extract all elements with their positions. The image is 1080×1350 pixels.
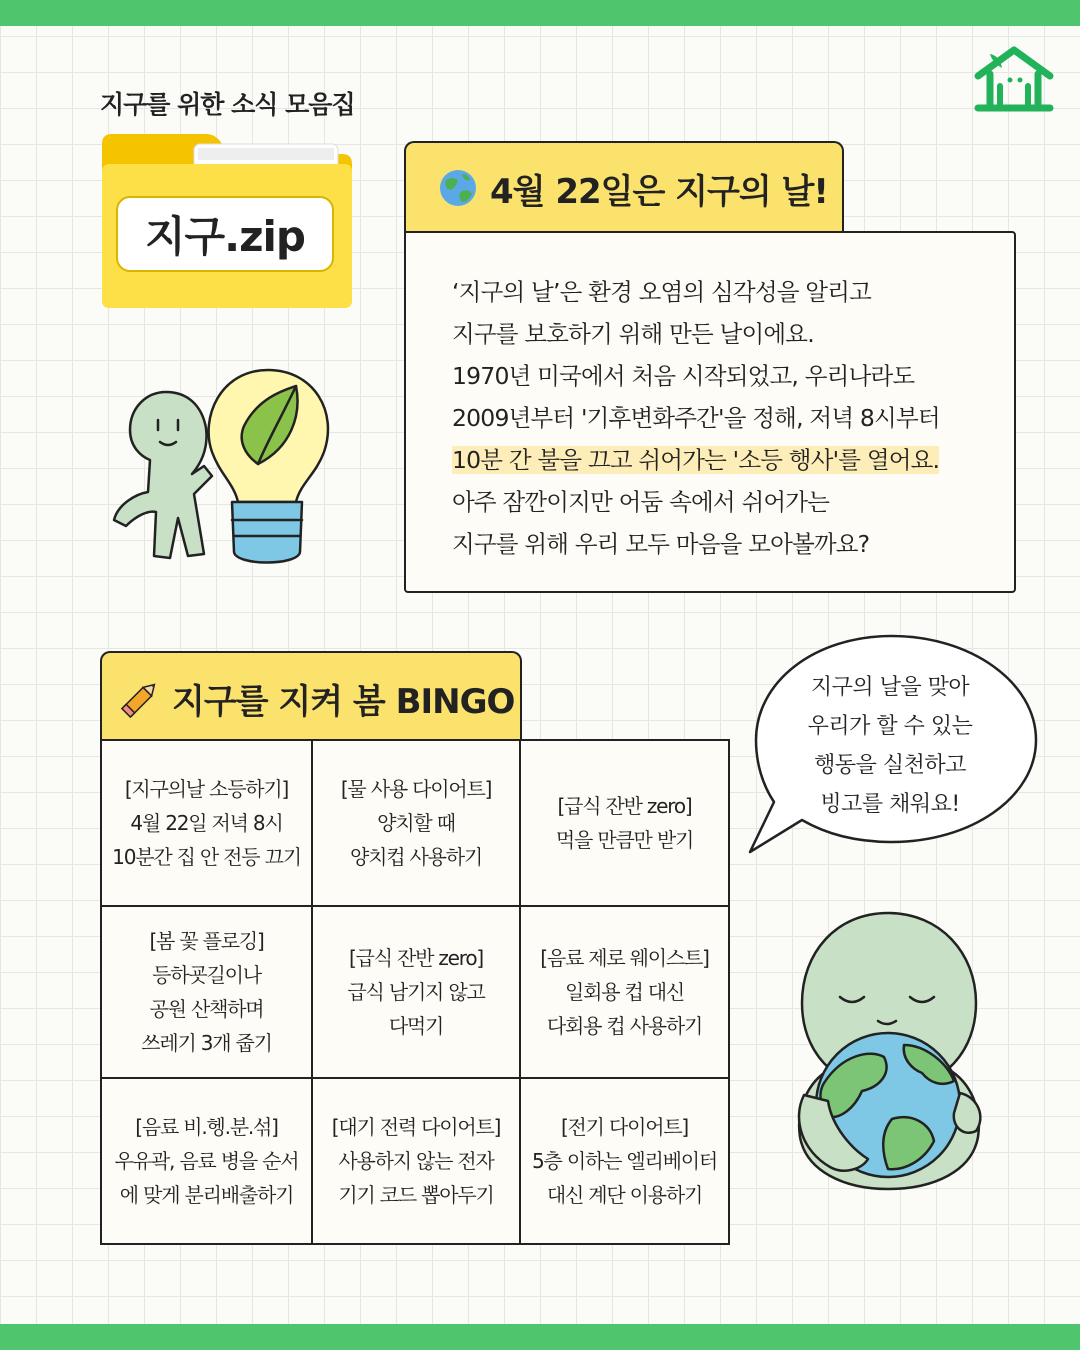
bingo-cell-title: [음료 비.헹.분.섞] bbox=[135, 1115, 278, 1139]
bingo-cell-line: 사용하지 않는 전자 bbox=[338, 1149, 494, 1173]
bingo-cell-line: 급식 남기지 않고 bbox=[347, 980, 485, 1004]
bingo-cell[interactable] bbox=[102, 907, 313, 1079]
bubble-line: 지구의 날을 맞아 bbox=[810, 675, 970, 700]
bottom-green-bar bbox=[0, 1324, 1080, 1350]
bingo-cell-line: 쓰레기 3개 줍기 bbox=[141, 1031, 272, 1055]
paragraph-line: 아주 잠깐이지만 어둠 속에서 쉬어가는 bbox=[452, 488, 830, 516]
bingo-cell-title: [물 사용 다이어트] bbox=[340, 777, 492, 801]
paragraph-line: 2009년부터 '기후변화주간'을 정해, 저녁 8시부터 bbox=[452, 404, 940, 432]
bingo-cell-line: 기기 코드 뽑아두기 bbox=[338, 1183, 494, 1207]
bingo-cell-line: 공원 산책하며 bbox=[149, 997, 264, 1021]
lightbulb-leaf-icon bbox=[108, 360, 348, 580]
bingo-tab bbox=[100, 651, 522, 743]
bingo-cell[interactable] bbox=[313, 907, 521, 1079]
paragraph-line: 지구를 위해 우리 모두 마음을 모아볼까요? bbox=[452, 530, 870, 558]
bingo-cell-title: [전기 다이어트] bbox=[560, 1115, 689, 1139]
bubble-line: 행동을 실천하고 bbox=[814, 753, 966, 778]
paragraph-line: 지구를 보호하기 위해 만든 날이에요. bbox=[452, 320, 814, 348]
paragraph-line-highlighted bbox=[452, 439, 940, 481]
bingo-cell[interactable] bbox=[521, 907, 728, 1079]
bingo-cell-line: 4월 22일 저녁 8시 bbox=[130, 811, 283, 835]
highlighted-text: 10분 간 불을 끄고 쉬어가는 '소등 행사'를 열어요. bbox=[452, 446, 940, 474]
bingo-cell-line: 5층 이하는 엘리베이터 bbox=[532, 1149, 717, 1173]
bubble-line: 빙고를 채워요! bbox=[820, 792, 960, 817]
bingo-title: 지구를 지켜 봄 BINGO bbox=[172, 681, 515, 722]
bingo-cell-title: [봄 꽃 플로깅] bbox=[149, 929, 264, 953]
earth-icon bbox=[784, 905, 994, 1195]
top-green-bar bbox=[0, 0, 1080, 26]
paragraph-line: ‘지구의 날’은 환경 오염의 심각성을 알리고 bbox=[452, 278, 872, 306]
bingo-cell-line: 에 맞게 분리배출하기 bbox=[119, 1183, 294, 1207]
bingo-cell-line: 먹을 만큼만 받기 bbox=[555, 828, 694, 852]
bingo-cell-line: 일회용 컵 대신 bbox=[564, 980, 685, 1004]
bingo-cell-line: 우유곽, 음료 병을 순서 bbox=[114, 1149, 299, 1173]
bingo-cell[interactable] bbox=[102, 741, 313, 907]
pencil-icon bbox=[118, 675, 164, 721]
folder-label: 지구.zip bbox=[116, 196, 334, 272]
bingo-cell[interactable] bbox=[102, 1079, 313, 1243]
speech-bubble-text bbox=[780, 668, 1000, 824]
bingo-cell-title: [급식 잔반 zero] bbox=[348, 946, 484, 970]
bingo-cell-line: 대신 계단 이용하기 bbox=[546, 1183, 703, 1207]
bingo-cell-title: [음료 제로 웨이스트] bbox=[540, 946, 709, 970]
earth-day-description-box bbox=[404, 231, 1016, 593]
bingo-cell-line: 다먹기 bbox=[388, 1014, 444, 1038]
bingo-grid bbox=[100, 739, 730, 1245]
bingo-cell-line: 양치할 때 bbox=[377, 811, 455, 835]
bingo-cell[interactable] bbox=[313, 741, 521, 907]
bingo-cell-line: 10분간 집 안 전등 끄기 bbox=[112, 845, 301, 869]
earth-day-title: 4월 22일은 지구의 날! bbox=[490, 171, 828, 212]
earth-day-paragraph bbox=[452, 271, 940, 565]
bubble-line: 우리가 할 수 있는 bbox=[807, 714, 973, 739]
series-title: 지구를 위한 소식 모음집 bbox=[100, 90, 355, 119]
house-plant-logo-icon bbox=[970, 46, 1058, 116]
bingo-cell-title: [급식 잔반 zero] bbox=[557, 794, 692, 818]
globe-icon bbox=[438, 168, 478, 208]
bingo-cell[interactable] bbox=[313, 1079, 521, 1243]
bingo-cell-line: 다회용 컵 사용하기 bbox=[546, 1014, 703, 1038]
paragraph-line: 1970년 미국에서 처음 시작되었고, 우리나라도 bbox=[452, 362, 915, 390]
bingo-cell[interactable] bbox=[521, 741, 728, 907]
bingo-cell-title: [지구의날 소등하기] bbox=[124, 777, 289, 801]
earth-day-tab bbox=[404, 141, 844, 233]
bingo-cell[interactable] bbox=[521, 1079, 728, 1243]
bingo-cell-line: 양치컵 사용하기 bbox=[350, 845, 482, 869]
bingo-cell-title: [대기 전력 다이어트] bbox=[331, 1115, 501, 1139]
bingo-cell-line: 등하굣길이나 bbox=[152, 963, 261, 987]
